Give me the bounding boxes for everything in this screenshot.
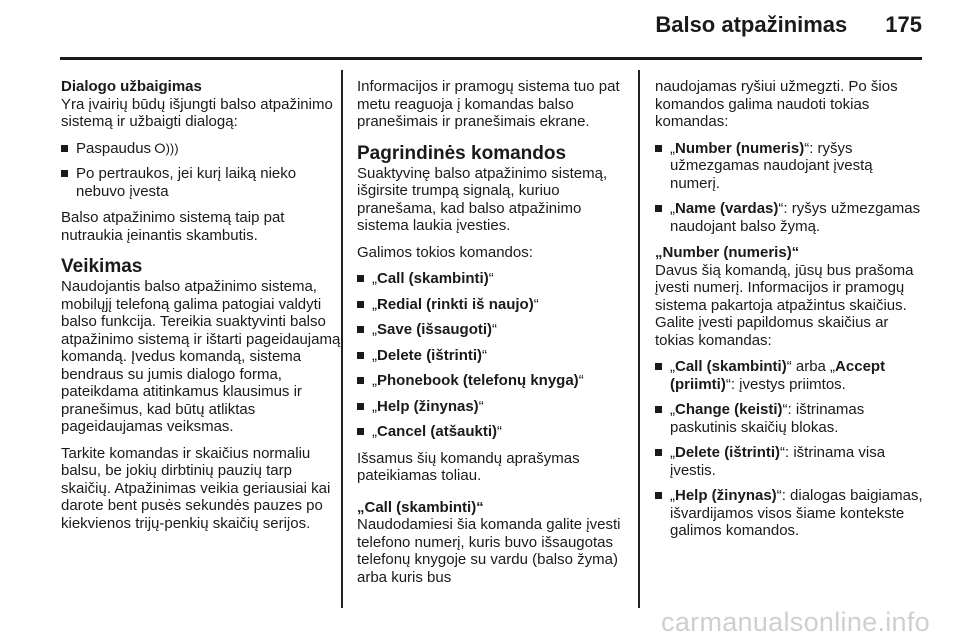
paragraph: Galimos tokios komandos: (357, 243, 533, 261)
page-header (655, 12, 922, 38)
section-heading: Pagrindinės komandos (357, 142, 567, 164)
page-title: Balso atpažinimas (655, 12, 848, 37)
section-heading: Veikimas (61, 256, 143, 277)
column-3 (655, 78, 925, 549)
paragraph: Informacijos ir pramogų sistema tuo pat metu reaguoja į komandas balso pranešimais ir pranešimais ekrane. (357, 78, 620, 130)
list-item: „Delete (ištrinti)“ (357, 347, 625, 365)
list-item: „Call (skambinti)“ (357, 270, 625, 288)
voice-button-icon: ⵔ))) (154, 140, 179, 156)
command-list (357, 270, 625, 441)
list-item: „Phonebook (telefonų knyga)“ (357, 372, 625, 390)
list-item: „Help (žinynas)“ (357, 398, 625, 416)
bullet-list (61, 140, 343, 201)
paragraph: Naudojantis balso atpažinimo sistema, mobilųjį telefoną galima patogiai valdyti balso funkcija. Tereikia suaktyvinti balso atpažinimo sistemą ir ištarti pageidaujamą komandą. Įvedus komandą, sistema bendraus su jumis dialogo forma, pateikdama atitinkamus klausimus ir pranešimus, kad būtų atliktas pageidaujamas veiksmas. (61, 278, 341, 435)
paragraph: Balso atpažinimo sistemą taip pat nutraukia įeinantis skambutis. (61, 209, 285, 244)
watermark: carmanualsonline.info (661, 607, 930, 637)
column-1 (61, 78, 343, 541)
paragraph: Yra įvairių būdų išjungti balso atpažinimo sistemą ir užbaigti dialogą: (61, 95, 333, 130)
column-2 (357, 78, 625, 595)
page-number: 175 (885, 12, 922, 37)
paragraph: Suaktyvinę balso atpažinimo sistemą, išgirsite trumpą signalą, kuriuo pranešama, kad balso atpažinimo sistema laukia įvesties. (357, 164, 608, 234)
subsection-heading: „Number (numeris)“ (655, 244, 800, 261)
section-heading: Dialogo užbaigimas (61, 78, 202, 95)
paragraph: naudojamas ryšiui užmegzti. Po šios komandos galima naudoti tokias komandas: (655, 78, 898, 130)
command-list (655, 140, 925, 236)
list-item: Po pertraukos, jei kurį laiką nieko nebuvo įvesta (61, 165, 343, 200)
list-item: „Cancel (atšaukti)“ (357, 423, 625, 441)
subsection-heading: „Call (skambinti)“ (357, 498, 484, 516)
list-item: „Name (vardas)“: ryšys užmezgamas naudojant balso žymą. (655, 200, 925, 235)
paragraph: Naudodamiesi šia komanda galite įvesti telefono numerį, kuris buvo išsaugotas telefonų knygoje su vardu (balso žyma) arba kuris bus (357, 516, 621, 586)
list-item: „Help (žinynas)“: dialogas baigiamas, išvardijamos visos šiame kontekste galimos komandos. (655, 487, 925, 540)
list-item: „Change (keisti)“: ištrinamas paskutinis skaičių blokas. (655, 401, 925, 436)
column-divider (638, 70, 640, 608)
paragraph: Išsamus šių komandų aprašymas pateikiamas toliau. (357, 449, 580, 484)
list-item: „Call (skambinti)“ arba „Accept (priimti)“: įvestys priimtos. (655, 358, 925, 393)
list-item: „Save (išsaugoti)“ (357, 321, 625, 339)
paragraph: Davus šią komandą, jūsų bus prašoma įvesti numerį. Informacijos ir pramogų sistema pakartoja atpažintus skaičius. Galite įvesti papildomus skaičius ar tokias komandas: (655, 261, 914, 349)
list-item: Paspaudus ⵔ))) (61, 140, 343, 158)
command-list (655, 358, 925, 540)
list-item: „Delete (ištrinti)“: ištrinama visa įvestis. (655, 444, 925, 479)
header-rule (60, 57, 922, 60)
list-item: „Redial (rinkti iš naujo)“ (357, 296, 625, 314)
list-item: „Number (numeris)“: ryšys užmezgamas naudojant įvestą numerį. (655, 140, 925, 193)
paragraph: Tarkite komandas ir skaičius normaliu balsu, be jokių dirbtinių pauzių tarp skaičių. Atpažinimas veikia geriausiai kai darote bent pusės sekundės pauzes po kiekvienos trijų-penkių skaičių serijos. (61, 444, 331, 532)
